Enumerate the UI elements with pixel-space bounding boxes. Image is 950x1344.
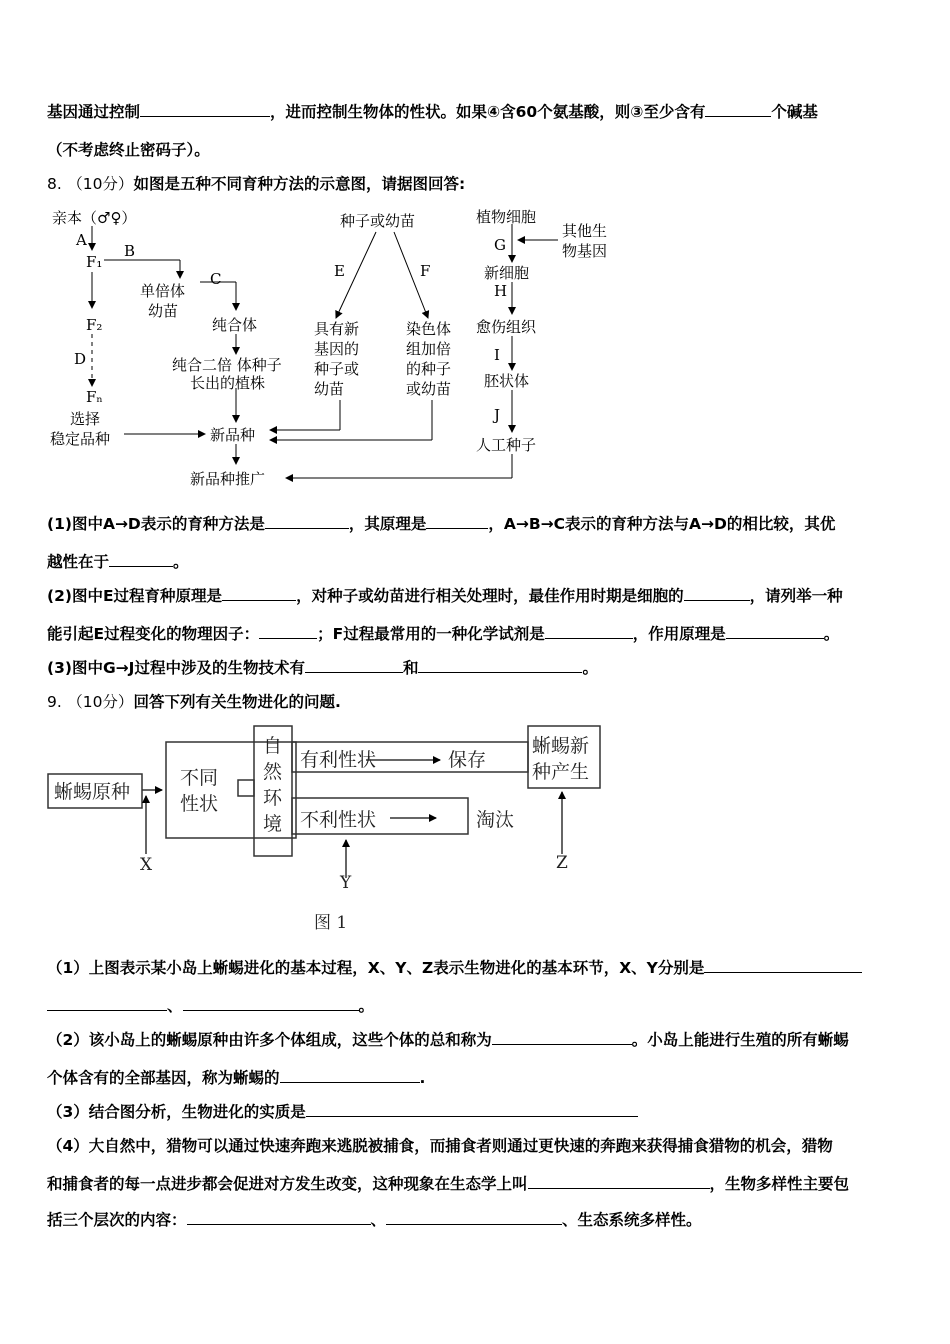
text: 个体含有的全部基因，称为蜥蜴的 [47, 1069, 280, 1087]
Fn-label: Fₙ [86, 388, 103, 406]
q8-part2-line2 [47, 624, 839, 644]
text: 表示生物进化的基本环节， [433, 959, 620, 977]
env-char-2: 然 [263, 761, 283, 783]
evolution-diagram [44, 720, 614, 940]
label-Y: Y [340, 873, 352, 893]
q9-part2-line2 [47, 1068, 425, 1088]
text: 和 [402, 659, 419, 677]
text: E [93, 625, 105, 643]
q8-blank-9[interactable] [305, 658, 403, 673]
q8-part3 [47, 658, 598, 678]
text: A→D [689, 515, 727, 533]
seed-label: 种子或幼苗 [340, 212, 416, 230]
q8-score: （10分） [67, 175, 134, 193]
diff-label-2: 性状 [180, 793, 219, 815]
q9-blank-7[interactable] [528, 1174, 710, 1189]
label-C: C [210, 270, 222, 288]
env-char-4: 境 [263, 813, 283, 835]
q9-number: 9. [47, 693, 62, 711]
text: （2）该小岛上的蜥蜴原种由许多个体组成，这些个体的总和称为 [47, 1031, 492, 1049]
q9-blank-6[interactable] [306, 1102, 638, 1117]
text: (1)图中 [47, 515, 103, 533]
text: ，生物多样性主要包 [709, 1175, 850, 1193]
label-A: A [76, 231, 87, 249]
text: 、生态系统多样性。 [562, 1211, 702, 1229]
text: ，请列举一种 [749, 587, 843, 605]
artificial-seed-label: 人工种子 [476, 436, 537, 454]
env-char-1: 自 [263, 735, 283, 757]
q8-blank-3[interactable] [109, 552, 173, 567]
q9-part3 [47, 1102, 638, 1122]
q7-blank-1[interactable] [140, 102, 270, 117]
text: 表示的育种方法与 [565, 515, 690, 533]
new-cell-label: 新细胞 [484, 264, 530, 282]
F2-label: F₂ [86, 316, 103, 334]
f-result-1: 染色体 [406, 320, 452, 338]
q7-line-2 [47, 140, 210, 160]
q9-blank-1[interactable] [704, 958, 862, 973]
q9-blank-5[interactable] [280, 1068, 420, 1083]
callus-label: 愈伤组织 [476, 318, 537, 336]
label-B: B [124, 242, 136, 260]
q8-blank-8[interactable] [726, 624, 824, 639]
q9-blank-4[interactable] [492, 1030, 632, 1045]
select-label-1: 选择 [70, 410, 101, 428]
f-result-4: 或幼苗 [406, 380, 452, 398]
label-E: E [334, 262, 345, 280]
e-result-4: 幼苗 [314, 380, 345, 398]
text: 。小岛上能进行生殖的所有蜥蜴 [631, 1031, 849, 1049]
q8-blank-6[interactable] [259, 624, 317, 639]
text: X、Y [619, 959, 658, 977]
q7-text: （不考虑终止密码子）。 [47, 141, 210, 159]
diff-label-1: 不同 [180, 767, 219, 789]
q9-part1-line2 [47, 996, 374, 1016]
haploid-label-1: 单倍体 [140, 282, 186, 300]
pure-label: 纯合体 [212, 316, 258, 334]
text: 和捕食者的每一点进步都会促进对方发生改变，这种现象在生态学上叫 [47, 1175, 528, 1193]
keep-label: 保存 [448, 749, 487, 771]
text: 过程中涉及的生物技术有 [134, 659, 305, 677]
q8-part2-line1 [47, 586, 843, 606]
text: (2)图中 [47, 587, 103, 605]
text: ， [488, 515, 504, 533]
embryoid-label: 胚状体 [484, 372, 530, 390]
label-F: F [420, 262, 431, 280]
plant-cell-label: 植物细胞 [476, 208, 537, 226]
text: 表示的育种方法是 [140, 515, 265, 533]
q7-text: 个氨基酸，则③至少含有 [537, 103, 706, 121]
q9-part4-line1 [47, 1136, 833, 1156]
diploid-label-2: 长出的植株 [190, 374, 266, 392]
text: 。 [582, 659, 598, 677]
text: 分别是 [657, 959, 705, 977]
q7-text: ，进而控制生物体的性状。如果④含 [270, 103, 516, 121]
q8-blank-4[interactable] [222, 586, 296, 601]
q9-blank-9[interactable] [386, 1210, 562, 1225]
q9-blank-8[interactable] [187, 1210, 371, 1225]
f-result-2: 组加倍 [406, 340, 452, 358]
q8-blank-7[interactable] [545, 624, 633, 639]
label-I: I [494, 346, 500, 364]
text: 、 [167, 997, 183, 1015]
text: 。 [823, 625, 840, 643]
text: ，作用原理是 [632, 625, 726, 643]
q9-stem-text: 回答下列有关生物进化的问题. [133, 693, 341, 711]
select-label-2: 稳定品种 [50, 430, 111, 448]
q9-part4-line3 [47, 1210, 702, 1230]
q8-blank-1[interactable] [265, 514, 349, 529]
text: . [419, 1069, 426, 1087]
label-Z: Z [556, 853, 568, 873]
text: ，对种子或幼苗进行相关处理时，最佳作用时期是细胞的 [296, 587, 684, 605]
parent-label: 亲本（♂♀） [52, 209, 137, 227]
f-result-3: 的种子 [406, 360, 452, 378]
text: E [102, 587, 114, 605]
q9-part4-line2 [47, 1174, 849, 1194]
new-species-1: 蜥蜴新 [532, 735, 590, 757]
label-D: D [74, 350, 87, 368]
text: 。 [173, 553, 189, 571]
origin-label: 蜥蜴原种 [54, 781, 131, 803]
eliminate-label: 淘汰 [476, 809, 515, 831]
q9-part2-line1 [47, 1030, 849, 1050]
text: 。 [358, 997, 375, 1015]
text: F [332, 625, 344, 643]
q8-stem [47, 174, 465, 194]
q7-number: 60 [515, 103, 538, 121]
text: ； [317, 625, 333, 643]
other-gene-2: 物基因 [562, 242, 608, 260]
text: 过程变化的物理因子： [104, 625, 260, 643]
text: A→B→C [503, 515, 566, 533]
q9-blank-3[interactable] [183, 996, 359, 1011]
label-X: X [140, 855, 153, 875]
favorable-label: 有利性状 [300, 749, 377, 771]
promote-label: 新品种推广 [190, 470, 266, 488]
env-char-3: 环 [263, 787, 283, 809]
q7-text: 基因通过控制 [47, 103, 141, 121]
text: ，其原理是 [348, 515, 427, 533]
q8-blank-5[interactable] [684, 586, 750, 601]
other-gene-1: 其他生 [562, 222, 608, 240]
q7-blank-2[interactable] [705, 102, 771, 117]
new-variety-label: 新品种 [210, 426, 256, 444]
q9-score: （10分） [67, 693, 134, 711]
q9-stem [47, 692, 341, 712]
unfavorable-label: 不利性状 [300, 809, 377, 831]
text: 能引起 [47, 625, 94, 643]
q8-blank-2[interactable] [426, 514, 488, 529]
text: （1）上图表示某小岛上蜥蜴进化的基本过程， [47, 959, 368, 977]
e-result-1: 具有新 [314, 320, 360, 338]
text: （3）结合图分析，生物进化的实质是 [47, 1103, 306, 1121]
diploid-label-1: 纯合二倍 体种子 [172, 356, 282, 374]
text: G→J [102, 659, 135, 677]
q8-part1-line1 [47, 514, 835, 534]
new-species-2: 种产生 [532, 761, 590, 783]
F1-label: F₁ [86, 253, 103, 271]
text: 、 [370, 1211, 387, 1229]
label-G: G [494, 236, 506, 254]
text: 括三个层次的内容： [47, 1211, 187, 1229]
q8-stem-text: 如图是五种不同育种方法的示意图，请据图回答: [133, 175, 466, 193]
e-result-2: 基因的 [314, 340, 360, 358]
label-J: J [494, 406, 501, 424]
q9-blank-2[interactable] [47, 996, 167, 1011]
text: 过程育种原理是 [113, 587, 223, 605]
text: （4）大自然中，猎物可以通过快速奔跑来逃脱被捕食，而捕食者则通过更快速的奔跑来获得捕食猎物的机会，猎物 [47, 1137, 833, 1155]
text: 越性在于 [47, 553, 110, 571]
text: 的相比较，其优 [726, 515, 836, 533]
text: A→D [102, 515, 141, 533]
q7-text: 个碱基 [771, 103, 818, 121]
figure-caption: 图 1 [314, 913, 348, 933]
q8-part1-line2 [47, 552, 189, 572]
text: X、Y、Z [367, 959, 434, 977]
q8-number: 8. [47, 175, 62, 193]
breeding-diagram [40, 202, 620, 502]
q9-part1-line1 [47, 958, 862, 978]
haploid-label-2: 幼苗 [148, 302, 179, 320]
text: 过程最常用的一种化学试剂是 [343, 625, 545, 643]
text: (3)图中 [47, 659, 103, 677]
q8-blank-10[interactable] [418, 658, 582, 673]
e-result-3: 种子或 [314, 360, 360, 378]
label-H: H [494, 282, 508, 300]
q7-line-1 [47, 102, 818, 122]
